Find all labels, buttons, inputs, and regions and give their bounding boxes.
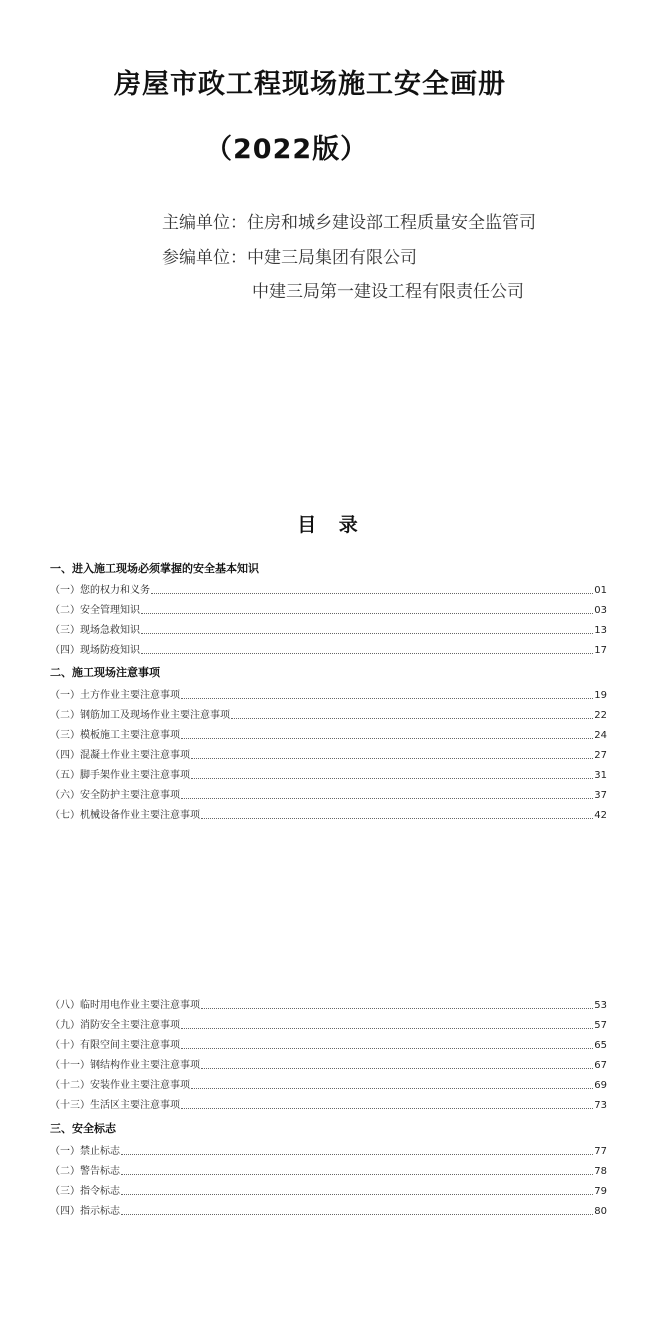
toc-leader [201, 1068, 593, 1069]
toc-leader [141, 653, 593, 654]
toc-entry-page: 42 [594, 810, 607, 821]
toc-entry-label: （一）土方作业主要注意事项 [50, 690, 180, 701]
chief-editor-label: 主编单位： [162, 213, 247, 233]
toc-entry-label: （十）有限空间主要注意事项 [50, 1040, 180, 1051]
toc-entry-page: 69 [594, 1080, 607, 1091]
toc-leader [121, 1214, 593, 1215]
toc-entry-page: 24 [594, 730, 607, 741]
toc-entry-page: 19 [594, 690, 607, 701]
toc-entry[interactable] [50, 688, 607, 702]
toc-entry-label: （五）脚手架作业主要注意事项 [50, 770, 190, 781]
toc-entry[interactable] [50, 1058, 607, 1072]
toc-entry-label: （二）安全管理知识 [50, 605, 140, 616]
toc-leader [181, 1048, 593, 1049]
toc-leader [181, 1108, 593, 1109]
toc-entry[interactable] [50, 1038, 607, 1052]
toc-entry-label: （八）临时用电作业主要注意事项 [50, 1000, 200, 1011]
toc-entry[interactable] [50, 808, 607, 822]
toc-entry-label: （三）模板施工主要注意事项 [50, 730, 180, 741]
toc-entry[interactable] [50, 1078, 607, 1092]
toc-section-1: 一、进入施工现场必须掌握的安全基本知识 [50, 562, 259, 575]
toc-leader [121, 1194, 593, 1195]
toc-entry[interactable] [50, 768, 607, 782]
toc-entry-page: 65 [594, 1040, 607, 1051]
toc-leader [191, 778, 593, 779]
toc-entry-label: （十三）生活区主要注意事项 [50, 1100, 180, 1111]
toc-entry-label: （七）机械设备作业主要注意事项 [50, 810, 200, 821]
toc-entry-page: 17 [594, 645, 607, 656]
participant-1: 中建三局集团有限公司 [247, 248, 417, 268]
participant-2: 中建三局第一建设工程有限责任公司 [252, 282, 524, 302]
toc-entry-page: 27 [594, 750, 607, 761]
toc-section-3: 三、安全标志 [50, 1122, 116, 1135]
toc-section-2: 二、施工现场注意事项 [50, 666, 160, 679]
toc-entry-page: 73 [594, 1100, 607, 1111]
toc-leader [231, 718, 593, 719]
toc-leader [201, 818, 593, 819]
toc-entry-page: 80 [594, 1206, 607, 1217]
toc-entry[interactable] [50, 1098, 607, 1112]
toc-entry[interactable] [50, 643, 607, 657]
cover-title: 房屋市政工程现场施工安全画册 [114, 69, 506, 100]
toc-entry[interactable] [50, 603, 607, 617]
toc-entry[interactable] [50, 788, 607, 802]
toc-leader [181, 1028, 593, 1029]
toc-entry-page: 67 [594, 1060, 607, 1071]
toc-leader [201, 1008, 593, 1009]
toc-entry-page: 22 [594, 710, 607, 721]
toc-entry[interactable] [50, 728, 607, 742]
toc-entry[interactable] [50, 1184, 607, 1198]
toc-entry-page: 79 [594, 1186, 607, 1197]
toc-leader [151, 593, 593, 594]
toc-leader [181, 698, 593, 699]
toc-entry-label: （二）钢筋加工及现场作业主要注意事项 [50, 710, 230, 721]
toc-entry-label: （十一）钢结构作业主要注意事项 [50, 1060, 200, 1071]
cover-edition: （2022版） [205, 134, 369, 165]
toc-leader [191, 758, 593, 759]
toc-entry-page: 53 [594, 1000, 607, 1011]
toc-entry[interactable] [50, 708, 607, 722]
toc-entry-label: （四）混凝土作业主要注意事项 [50, 750, 190, 761]
toc-leader [121, 1154, 593, 1155]
participants-line [162, 243, 417, 268]
toc-entry-label: （六）安全防护主要注意事项 [50, 790, 180, 801]
toc-leader [181, 738, 593, 739]
toc-entry-page: 77 [594, 1146, 607, 1157]
toc-entry-label: （九）消防安全主要注意事项 [50, 1020, 180, 1031]
toc-entry-page: 01 [594, 585, 607, 596]
toc-entry[interactable] [50, 1018, 607, 1032]
participants-label: 参编单位： [162, 248, 247, 268]
toc-leader [141, 633, 593, 634]
toc-entry-page: 03 [594, 605, 607, 616]
toc-entry[interactable] [50, 1164, 607, 1178]
toc-entry[interactable] [50, 998, 607, 1012]
toc-entry[interactable] [50, 1204, 607, 1218]
toc-leader [191, 1088, 593, 1089]
chief-editor-name: 住房和城乡建设部工程质量安全监管司 [247, 213, 536, 233]
toc-leader [121, 1174, 593, 1175]
toc-entry-label: （四）指示标志 [50, 1206, 120, 1217]
toc-entry-page: 78 [594, 1166, 607, 1177]
toc-entry-label: （三）现场急救知识 [50, 625, 140, 636]
toc-entry[interactable] [50, 583, 607, 597]
chief-editor-line [162, 208, 536, 233]
toc-entry-label: （三）指令标志 [50, 1186, 120, 1197]
toc-entry-label: （四）现场防疫知识 [50, 645, 140, 656]
toc-entry[interactable] [50, 623, 607, 637]
toc-entry-page: 31 [594, 770, 607, 781]
toc-heading: 目 录 [297, 514, 366, 536]
toc-entry-label: （二）警告标志 [50, 1166, 120, 1177]
toc-entry-page: 13 [594, 625, 607, 636]
toc-entry-label: （一）禁止标志 [50, 1146, 120, 1157]
toc-entry[interactable] [50, 1144, 607, 1158]
toc-leader [181, 798, 593, 799]
toc-entry-label: （十二）安装作业主要注意事项 [50, 1080, 190, 1091]
toc-entry-page: 57 [594, 1020, 607, 1031]
toc-entry-page: 37 [594, 790, 607, 801]
toc-entry-label: （一）您的权力和义务 [50, 585, 150, 596]
toc-leader [141, 613, 593, 614]
toc-entry[interactable] [50, 748, 607, 762]
